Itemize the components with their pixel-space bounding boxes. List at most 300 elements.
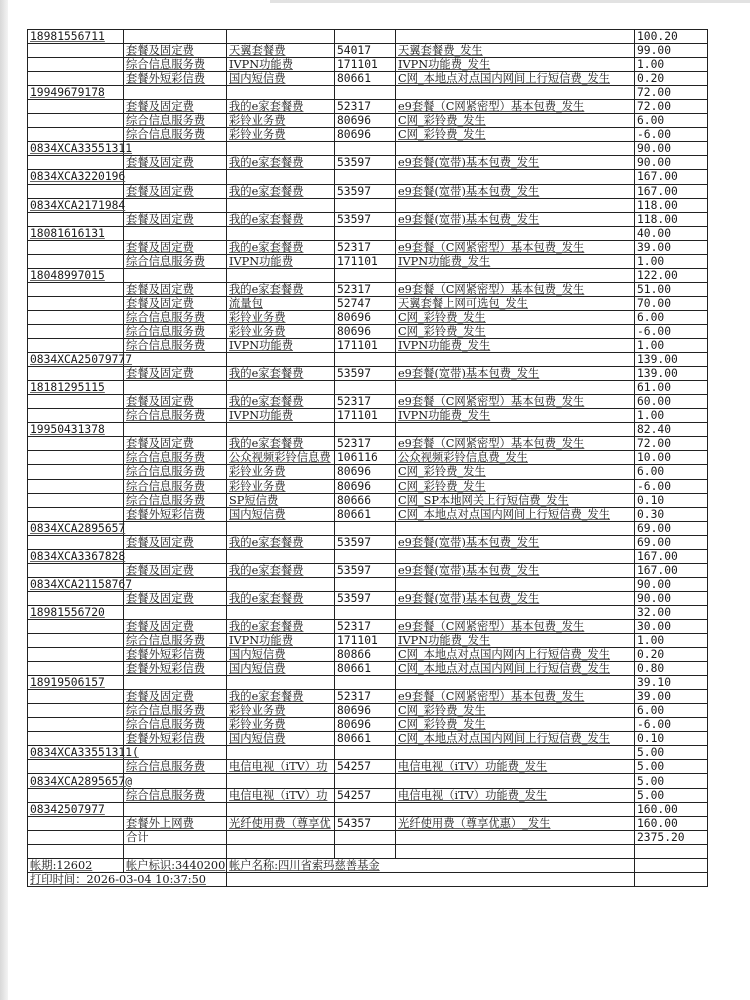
fee-item: 我的e家套餐费 bbox=[227, 535, 335, 549]
account-subtotal: 5.00 bbox=[635, 746, 708, 760]
fee-description: e9套餐(宽带)基本包费_发生 bbox=[396, 212, 635, 226]
fee-amount: 6.00 bbox=[635, 704, 708, 718]
fee-category: 套餐及固定费 bbox=[124, 184, 227, 198]
charge-item-row bbox=[28, 156, 708, 170]
fee-item: 我的e家套餐费 bbox=[227, 437, 335, 451]
fee-category: 套餐外短彩信费 bbox=[124, 732, 227, 746]
fee-code: 80661 bbox=[335, 72, 396, 86]
scan-top-edge bbox=[270, 0, 750, 3]
charge-item-row bbox=[28, 282, 708, 296]
charge-item-row bbox=[28, 493, 708, 507]
cell-empty bbox=[335, 521, 396, 535]
fee-item: 光纤使用费（尊享优 bbox=[227, 816, 335, 830]
fee-code: 80696 bbox=[335, 310, 396, 324]
cell-empty bbox=[28, 324, 124, 338]
charge-item-row bbox=[28, 367, 708, 381]
cell-empty bbox=[635, 858, 708, 872]
cell-empty bbox=[335, 198, 396, 212]
cell-empty bbox=[335, 86, 396, 100]
fee-description: C网_彩铃费_发生 bbox=[396, 310, 635, 324]
fee-item: IVPN功能费 bbox=[227, 409, 335, 423]
account-header-row bbox=[28, 30, 708, 44]
charge-item-row bbox=[28, 58, 708, 72]
fee-amount: 30.00 bbox=[635, 619, 708, 633]
cell-empty bbox=[335, 353, 396, 367]
fee-description: C网_本地点对点国内网内上行短信费_发生 bbox=[396, 648, 635, 662]
account-header-row bbox=[28, 577, 708, 591]
cell-empty bbox=[396, 423, 635, 437]
charge-item-row bbox=[28, 44, 708, 58]
fee-item: 国内短信费 bbox=[227, 662, 335, 676]
fee-description: e9套餐(宽带)基本包费_发生 bbox=[396, 156, 635, 170]
fee-amount: -6.00 bbox=[635, 128, 708, 142]
fee-category: 综合信息服务费 bbox=[124, 339, 227, 353]
cell-empty bbox=[635, 872, 708, 886]
fee-code: 171101 bbox=[335, 339, 396, 353]
cell-empty bbox=[227, 605, 335, 619]
fee-amount: 0.30 bbox=[635, 507, 708, 521]
charge-item-row bbox=[28, 310, 708, 324]
account-number: 18181295115 bbox=[28, 381, 124, 395]
fee-description: 电信电视（iTV）功能费_发生 bbox=[396, 788, 635, 802]
account-header-row bbox=[28, 198, 708, 212]
fee-amount: 1.00 bbox=[635, 254, 708, 268]
fee-item: 流量包 bbox=[227, 296, 335, 310]
fee-amount: 0.10 bbox=[635, 493, 708, 507]
fee-code: 54357 bbox=[335, 816, 396, 830]
cell-empty bbox=[28, 100, 124, 114]
cell-empty bbox=[28, 662, 124, 676]
fee-category: 套餐外短彩信费 bbox=[124, 507, 227, 521]
cell-empty bbox=[335, 381, 396, 395]
fee-description: e9套餐（C网紧密型）基本包费_发生 bbox=[396, 395, 635, 409]
cell-empty bbox=[124, 381, 227, 395]
cell-empty bbox=[227, 268, 335, 282]
fee-description: e9套餐（C网紧密型）基本包费_发生 bbox=[396, 100, 635, 114]
account-subtotal: 118.00 bbox=[635, 198, 708, 212]
cell-empty bbox=[335, 844, 396, 858]
account-header-row bbox=[28, 381, 708, 395]
account-header-row bbox=[28, 142, 708, 156]
account-subtotal: 100.20 bbox=[635, 30, 708, 44]
cell-empty bbox=[124, 353, 227, 367]
grand-total: 2375.20 bbox=[635, 830, 708, 844]
account-number: 19950431378 bbox=[28, 423, 124, 437]
cell-empty bbox=[335, 774, 396, 788]
fee-amount: 1.00 bbox=[635, 58, 708, 72]
cell-empty bbox=[227, 830, 335, 844]
cell-empty bbox=[227, 844, 335, 858]
cell-empty bbox=[335, 577, 396, 591]
fee-code: 52317 bbox=[335, 100, 396, 114]
charge-item-row bbox=[28, 212, 708, 226]
cell-empty bbox=[396, 198, 635, 212]
fee-category: 套餐外短彩信费 bbox=[124, 72, 227, 86]
cell-empty bbox=[227, 198, 335, 212]
fee-description: C网_彩铃费_发生 bbox=[396, 465, 635, 479]
fee-category: 综合信息服务费 bbox=[124, 704, 227, 718]
cell-empty bbox=[396, 676, 635, 690]
account-subtotal: 167.00 bbox=[635, 170, 708, 184]
fee-category: 套餐外短彩信费 bbox=[124, 648, 227, 662]
cell-empty bbox=[124, 549, 227, 563]
account-number: 0834XCA3220196 bbox=[28, 170, 124, 184]
cell-empty bbox=[396, 86, 635, 100]
cell-empty bbox=[335, 802, 396, 816]
fee-amount: 6.00 bbox=[635, 465, 708, 479]
fee-amount: 1.00 bbox=[635, 634, 708, 648]
fee-code: 52317 bbox=[335, 619, 396, 633]
charge-item-row bbox=[28, 788, 708, 802]
cell-empty bbox=[335, 830, 396, 844]
cell-empty bbox=[124, 198, 227, 212]
total-label: 合计 bbox=[124, 830, 227, 844]
fee-item: 国内短信费 bbox=[227, 732, 335, 746]
cell-empty bbox=[396, 746, 635, 760]
cell-empty bbox=[28, 156, 124, 170]
fee-item: 国内短信费 bbox=[227, 648, 335, 662]
bill-body bbox=[28, 30, 708, 831]
cell-empty bbox=[335, 746, 396, 760]
account-header-row bbox=[28, 86, 708, 100]
fee-code: 106116 bbox=[335, 451, 396, 465]
fee-category: 综合信息服务费 bbox=[124, 493, 227, 507]
cell-empty bbox=[396, 577, 635, 591]
charge-item-row bbox=[28, 437, 708, 451]
cell-empty bbox=[28, 563, 124, 577]
fee-description: e9套餐（C网紧密型）基本包费_发生 bbox=[396, 619, 635, 633]
account-header-row bbox=[28, 774, 708, 788]
fee-amount: 0.20 bbox=[635, 72, 708, 86]
cell-empty bbox=[124, 30, 227, 44]
fee-amount: 60.00 bbox=[635, 395, 708, 409]
fee-code: 171101 bbox=[335, 634, 396, 648]
fee-amount: 6.00 bbox=[635, 114, 708, 128]
charge-item-row bbox=[28, 324, 708, 338]
account-header-row bbox=[28, 802, 708, 816]
cell-empty bbox=[28, 634, 124, 648]
cell-empty bbox=[396, 170, 635, 184]
cell-empty bbox=[124, 423, 227, 437]
fee-category: 套餐及固定费 bbox=[124, 240, 227, 254]
account-header-row bbox=[28, 521, 708, 535]
fee-code: 53597 bbox=[335, 367, 396, 381]
charge-item-row bbox=[28, 240, 708, 254]
cell-empty bbox=[28, 648, 124, 662]
account-header-row bbox=[28, 170, 708, 184]
cell-empty bbox=[335, 605, 396, 619]
cell-empty bbox=[28, 465, 124, 479]
fee-description: C网_彩铃费_发生 bbox=[396, 128, 635, 142]
account-number: 18981556711 bbox=[28, 30, 124, 44]
fee-category: 套餐及固定费 bbox=[124, 156, 227, 170]
cell-empty bbox=[28, 58, 124, 72]
fee-category: 综合信息服务费 bbox=[124, 788, 227, 802]
fee-amount: 72.00 bbox=[635, 100, 708, 114]
fee-code: 52317 bbox=[335, 690, 396, 704]
cell-empty bbox=[227, 549, 335, 563]
account-subtotal: 5.00 bbox=[635, 774, 708, 788]
fee-code: 80666 bbox=[335, 493, 396, 507]
fee-description: 光纤使用费（尊享优惠）_发生 bbox=[396, 816, 635, 830]
fee-code: 52317 bbox=[335, 437, 396, 451]
account-number: 0834XCA33551311( bbox=[28, 746, 124, 760]
fee-category: 综合信息服务费 bbox=[124, 479, 227, 493]
charge-item-row bbox=[28, 100, 708, 114]
fee-description: e9套餐(宽带)基本包费_发生 bbox=[396, 591, 635, 605]
cell-empty bbox=[335, 423, 396, 437]
account-number: 18981556720 bbox=[28, 605, 124, 619]
fee-amount: 90.00 bbox=[635, 591, 708, 605]
cell-empty bbox=[227, 142, 335, 156]
fee-category: 套餐及固定费 bbox=[124, 212, 227, 226]
cell-empty bbox=[28, 591, 124, 605]
charge-item-row bbox=[28, 732, 708, 746]
cell-empty bbox=[28, 788, 124, 802]
account-subtotal: 122.00 bbox=[635, 268, 708, 282]
fee-code: 52317 bbox=[335, 282, 396, 296]
cell-empty bbox=[28, 254, 124, 268]
fee-category: 套餐及固定费 bbox=[124, 591, 227, 605]
account-number: 19949679178 bbox=[28, 86, 124, 100]
account-number: 0834XCA2895657 bbox=[28, 521, 124, 535]
fee-description: C网_本地点对点国内网间上行短信费_发生 bbox=[396, 732, 635, 746]
fee-description: 天翼套餐费_发生 bbox=[396, 44, 635, 58]
fee-item: IVPN功能费 bbox=[227, 634, 335, 648]
cell-empty bbox=[335, 30, 396, 44]
fee-description: IVPN功能费_发生 bbox=[396, 254, 635, 268]
cell-empty bbox=[124, 142, 227, 156]
cell-empty bbox=[28, 690, 124, 704]
fee-description: e9套餐(宽带)基本包费_发生 bbox=[396, 535, 635, 549]
fee-code: 52317 bbox=[335, 240, 396, 254]
fee-category: 套餐外上网费 bbox=[124, 816, 227, 830]
charge-item-row bbox=[28, 563, 708, 577]
fee-category: 套餐及固定费 bbox=[124, 395, 227, 409]
cell-empty bbox=[28, 437, 124, 451]
cell-empty bbox=[28, 493, 124, 507]
bill-summary bbox=[28, 830, 708, 886]
fee-code: 80696 bbox=[335, 324, 396, 338]
fee-amount: 39.00 bbox=[635, 690, 708, 704]
account-subtotal: 69.00 bbox=[635, 521, 708, 535]
fee-amount: 6.00 bbox=[635, 310, 708, 324]
fee-code: 53597 bbox=[335, 591, 396, 605]
fee-amount: 1.00 bbox=[635, 339, 708, 353]
cell-empty bbox=[227, 802, 335, 816]
cell-empty bbox=[28, 128, 124, 142]
cell-empty bbox=[28, 451, 124, 465]
cell-empty bbox=[28, 212, 124, 226]
charge-item-row bbox=[28, 619, 708, 633]
fee-description: e9套餐（C网紧密型）基本包费_发生 bbox=[396, 282, 635, 296]
cell-empty bbox=[396, 521, 635, 535]
fee-description: e9套餐（C网紧密型）基本包费_发生 bbox=[396, 240, 635, 254]
account-subtotal: 90.00 bbox=[635, 142, 708, 156]
fee-category: 套餐及固定费 bbox=[124, 535, 227, 549]
charge-item-row bbox=[28, 72, 708, 86]
fee-item: 彩铃业务费 bbox=[227, 114, 335, 128]
fee-amount: 69.00 bbox=[635, 535, 708, 549]
fee-category: 套餐及固定费 bbox=[124, 563, 227, 577]
blank-row bbox=[28, 844, 708, 858]
cell-empty bbox=[227, 226, 335, 240]
fee-item: 我的e家套餐费 bbox=[227, 100, 335, 114]
cell-empty bbox=[124, 577, 227, 591]
fee-item: 彩铃业务费 bbox=[227, 718, 335, 732]
fee-category: 综合信息服务费 bbox=[124, 128, 227, 142]
fee-item: 电信电视（iTV）功 bbox=[227, 760, 335, 774]
charge-item-row bbox=[28, 591, 708, 605]
fee-category: 套餐及固定费 bbox=[124, 619, 227, 633]
fee-code: 80696 bbox=[335, 128, 396, 142]
fee-description: e9套餐（C网紧密型）基本包费_发生 bbox=[396, 690, 635, 704]
fee-description: IVPN功能费_发生 bbox=[396, 634, 635, 648]
account-number: 18081616131 bbox=[28, 226, 124, 240]
fee-category: 综合信息服务费 bbox=[124, 634, 227, 648]
fee-amount: 51.00 bbox=[635, 282, 708, 296]
cell-empty bbox=[28, 282, 124, 296]
fee-code: 54257 bbox=[335, 788, 396, 802]
cell-empty bbox=[227, 872, 635, 886]
account-header-row bbox=[28, 746, 708, 760]
fee-description: IVPN功能费_发生 bbox=[396, 409, 635, 423]
account-subtotal: 39.10 bbox=[635, 676, 708, 690]
fee-description: C网_彩铃费_发生 bbox=[396, 718, 635, 732]
fee-item: 我的e家套餐费 bbox=[227, 619, 335, 633]
account-number: 0834XCA2171984 bbox=[28, 198, 124, 212]
cell-empty bbox=[28, 535, 124, 549]
fee-amount: 1.00 bbox=[635, 409, 708, 423]
fee-item: 公众视频彩铃信息费 bbox=[227, 451, 335, 465]
fee-category: 综合信息服务费 bbox=[124, 310, 227, 324]
account-number: 0834XCA25079777 bbox=[28, 353, 124, 367]
charge-item-row bbox=[28, 114, 708, 128]
bill-detail-table bbox=[27, 29, 708, 887]
cell-empty bbox=[396, 802, 635, 816]
fee-amount: 167.00 bbox=[635, 563, 708, 577]
cell-empty bbox=[28, 760, 124, 774]
charge-item-row bbox=[28, 704, 708, 718]
cell-empty bbox=[124, 802, 227, 816]
account-subtotal: 32.00 bbox=[635, 605, 708, 619]
fee-description: 电信电视（iTV）功能费_发生 bbox=[396, 760, 635, 774]
fee-code: 80696 bbox=[335, 479, 396, 493]
charge-item-row bbox=[28, 128, 708, 142]
cell-empty bbox=[28, 395, 124, 409]
charge-item-row bbox=[28, 718, 708, 732]
account-number: 0834XCA2895657@ bbox=[28, 774, 124, 788]
cell-empty bbox=[28, 296, 124, 310]
cell-empty bbox=[396, 226, 635, 240]
fee-code: 53597 bbox=[335, 212, 396, 226]
cell-empty bbox=[227, 353, 335, 367]
cell-empty bbox=[28, 732, 124, 746]
account-header-row bbox=[28, 676, 708, 690]
fee-item: 电信电视（iTV）功 bbox=[227, 788, 335, 802]
cell-empty bbox=[124, 605, 227, 619]
fee-code: 80696 bbox=[335, 718, 396, 732]
charge-item-row bbox=[28, 296, 708, 310]
fee-code: 52747 bbox=[335, 296, 396, 310]
charge-item-row bbox=[28, 760, 708, 774]
cell-empty bbox=[335, 142, 396, 156]
charge-item-row bbox=[28, 479, 708, 493]
fee-category: 综合信息服务费 bbox=[124, 254, 227, 268]
fee-description: IVPN功能费_发生 bbox=[396, 58, 635, 72]
fee-item: 我的e家套餐费 bbox=[227, 690, 335, 704]
fee-category: 综合信息服务费 bbox=[124, 409, 227, 423]
fee-description: C网_本地点对点国内网间上行短信费_发生 bbox=[396, 72, 635, 86]
cell-empty bbox=[28, 619, 124, 633]
fee-amount: -6.00 bbox=[635, 479, 708, 493]
cell-empty bbox=[335, 226, 396, 240]
fee-amount: 5.00 bbox=[635, 760, 708, 774]
fee-item: 我的e家套餐费 bbox=[227, 282, 335, 296]
cell-empty bbox=[227, 577, 335, 591]
fee-code: 171101 bbox=[335, 58, 396, 72]
cell-empty bbox=[124, 86, 227, 100]
fee-item: 我的e家套餐费 bbox=[227, 240, 335, 254]
cell-empty bbox=[227, 30, 335, 44]
fee-item: 我的e家套餐费 bbox=[227, 395, 335, 409]
account-subtotal: 90.00 bbox=[635, 577, 708, 591]
charge-item-row bbox=[28, 339, 708, 353]
fee-code: 80866 bbox=[335, 648, 396, 662]
fee-item: 国内短信费 bbox=[227, 507, 335, 521]
account-header-row bbox=[28, 268, 708, 282]
account-header-row bbox=[28, 423, 708, 437]
fee-item: 我的e家套餐费 bbox=[227, 156, 335, 170]
cell-empty bbox=[28, 72, 124, 86]
fee-amount: 70.00 bbox=[635, 296, 708, 310]
account-number: 18919506157 bbox=[28, 676, 124, 690]
fee-category: 套餐及固定费 bbox=[124, 367, 227, 381]
cell-empty bbox=[28, 844, 124, 858]
fee-item: 彩铃业务费 bbox=[227, 128, 335, 142]
fee-item: SP短信费 bbox=[227, 493, 335, 507]
fee-category: 综合信息服务费 bbox=[124, 58, 227, 72]
fee-item: IVPN功能费 bbox=[227, 58, 335, 72]
charge-item-row bbox=[28, 395, 708, 409]
fee-item: 彩铃业务费 bbox=[227, 465, 335, 479]
fee-description: C网_彩铃费_发生 bbox=[396, 704, 635, 718]
account-subtotal: 167.00 bbox=[635, 549, 708, 563]
cell-empty bbox=[28, 367, 124, 381]
cell-empty bbox=[335, 170, 396, 184]
fee-description: C网_彩铃费_发生 bbox=[396, 114, 635, 128]
fee-amount: 5.00 bbox=[635, 788, 708, 802]
fee-code: 53597 bbox=[335, 156, 396, 170]
fee-item: 彩铃业务费 bbox=[227, 310, 335, 324]
fee-category: 套餐外短彩信费 bbox=[124, 662, 227, 676]
fee-description: e9套餐(宽带)基本包费_发生 bbox=[396, 184, 635, 198]
fee-category: 综合信息服务费 bbox=[124, 114, 227, 128]
print-time: 打印时间：2026-03-04 10:37:50 bbox=[28, 872, 227, 886]
cell-empty bbox=[227, 676, 335, 690]
fee-code: 52317 bbox=[335, 395, 396, 409]
fee-description: 公众视频彩铃信息费_发生 bbox=[396, 451, 635, 465]
cell-empty bbox=[227, 381, 335, 395]
fee-description: C网_彩铃费_发生 bbox=[396, 324, 635, 338]
fee-amount: 0.80 bbox=[635, 662, 708, 676]
cell-empty bbox=[396, 353, 635, 367]
account-number: 08342507977 bbox=[28, 802, 124, 816]
cell-empty bbox=[124, 521, 227, 535]
account-subtotal: 139.00 bbox=[635, 353, 708, 367]
fee-item: 我的e家套餐费 bbox=[227, 591, 335, 605]
fee-code: 80696 bbox=[335, 114, 396, 128]
